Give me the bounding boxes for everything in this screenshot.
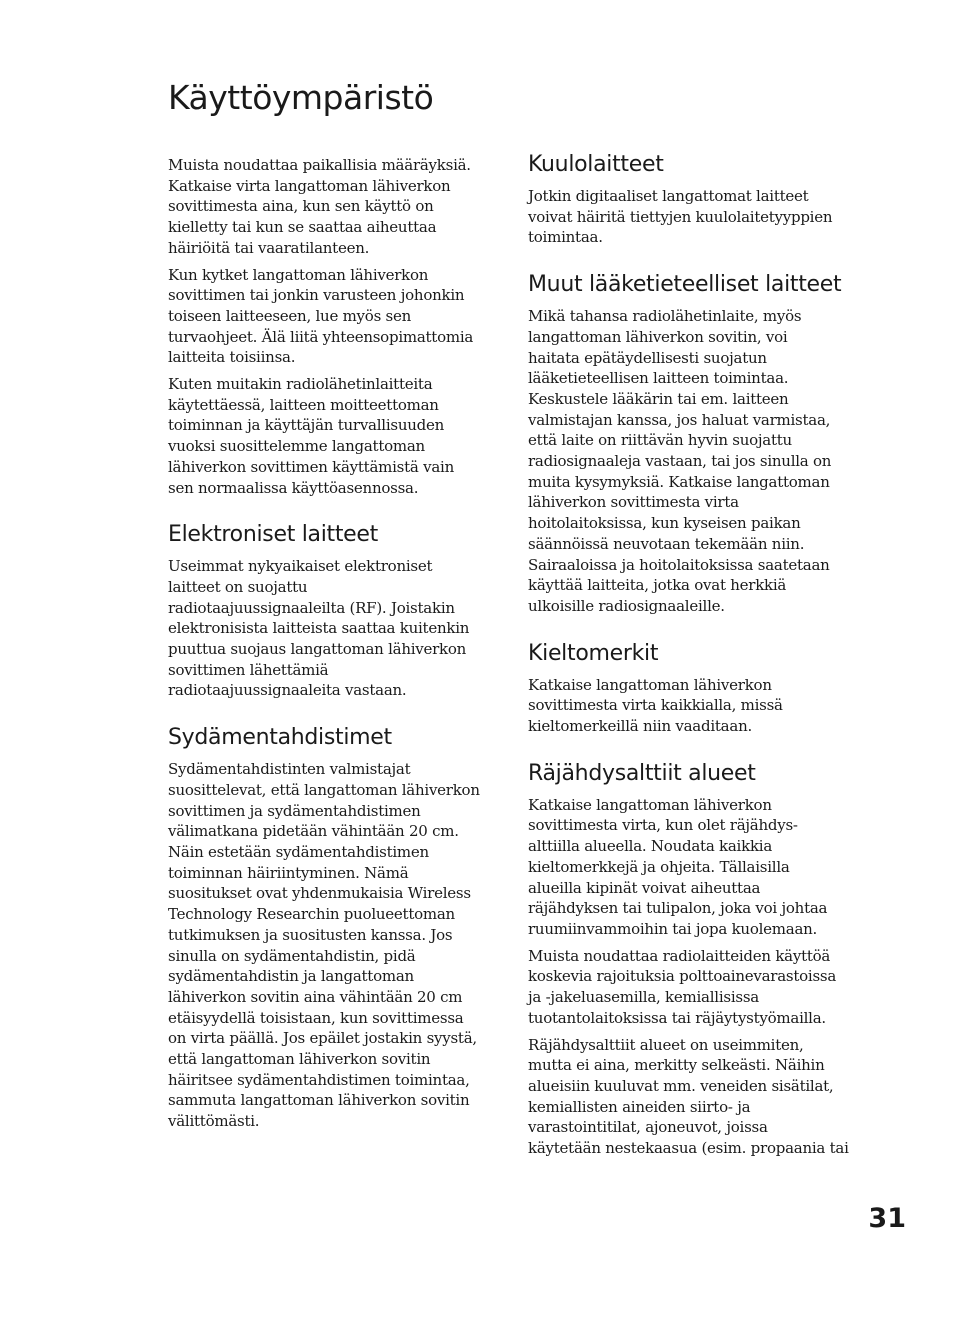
left-column: [168, 155, 493, 1154]
pacemakers-section: [168, 723, 493, 1132]
explosive-areas-heading: Räjähdysalttiit alueet: [528, 760, 756, 786]
medical-devices-section: [528, 270, 853, 617]
pacemakers-heading: Sydämentahdistimet: [168, 725, 392, 751]
electronic-devices-section: [168, 520, 493, 701]
medical-devices-paragraph: Mikä tahansa radiolähetinlaite, myös langattoman lähiverkon sovitin, voi haitata epätäydellisesti suojatun lääketieteellisen laitteen toimintaa. Keskustele lääkärin tai em. laitteen valmistajan kanssa, jos haluat varmistaa, että laite on riittävän hyvin suojattu radiosignaaleja vastaan, tai jos sinulla on muita kysymyksiä. Katkaise langattoman lähiverkon sovittimesta virta hoitolaitoksissa, kun kyseisen paikan säännöissä neuvotaan tekemään niin. Sairaaloissa ja hoitolaitoksissa saatetaan käyttää laitteita, jotka ovat herkkiä ulkoisille radiosignaaleille.: [528, 307, 832, 615]
prohibition-signs-paragraph: Katkaise langattoman lähiverkon sovittimesta virta kaikkialla, missä kieltomerkeillä niin vaaditaan.: [528, 675, 783, 736]
explosive-areas-paragraph-2: Muista noudattaa radiolaitteiden käyttöä koskevia rajoituksia polttoainevarastoissa ja -jakeluasemilla, kemiallisissa tuotantolaitoksissa tai räjäytystyömailla.: [528, 946, 837, 1027]
right-column: [528, 150, 853, 1181]
hearing-aids-paragraph: Jotkin digitaaliset langattomat laitteet voivat häiritä tiettyjen kuulolaitetyyppien toimintaa.: [528, 187, 833, 247]
electronic-devices-heading: Elektroniset laitteet: [168, 522, 378, 548]
hearing-aids-section: [528, 150, 853, 248]
explosive-areas-section: [528, 759, 853, 1159]
intro-paragraph-3: Kuten muitakin radiolähetinlaitteita käytettäessä, laitteen moitteettoman toiminnan ja käyttäjän turvallisuuden vuoksi suosittelemme langattoman lähiverkon sovittimen käyttämistä vain sen normaalissa käyttöasennossa.: [168, 375, 454, 497]
explosive-areas-paragraph-1: Katkaise langattoman lähiverkon sovittimesta virta, kun olet räjähdys- alttiilla alueella. Noudata kaikkia kieltomerkkejä ja ohjeita. Tällaisilla alueilla kipinät voivat aiheuttaa räjähdyksen tai tulipalon, joka voi johtaa ruumiinvammoihin tai jopa kuolemaan.: [528, 795, 828, 938]
electronic-devices-paragraph: Useimmat nykyaikaiset elektroniset laitteet on suojattu radiotaajuussignaaleilta (RF). Joistakin elektronisista laitteista saattaa kuitenkin puuttua suojaus langattoman lähiverkon sovittimen lähettämiä radiotaajuussignaaleita vastaan.: [168, 557, 470, 700]
medical-devices-heading: Muut lääketieteelliset laitteet: [528, 272, 842, 298]
page-title: Käyttöympäristö: [168, 78, 434, 117]
explosive-areas-paragraph-3: Räjähdysalttiit alueet on useimmiten, mutta ei aina, merkitty selkeästi. Näihin alueisiin kuuluvat mm. veneiden sisätilat, kemiallisten aineiden siirto- ja varastointitilat, ajoneuvot, joissa käytetään nestekaasua (esim. propaania tai: [528, 1035, 849, 1158]
prohibition-signs-section: [528, 639, 853, 737]
hearing-aids-heading: Kuulolaitteet: [528, 152, 664, 177]
intro-paragraph-2: Kun kytket langattoman lähiverkon sovittimen tai jonkin varusteen johonkin toiseen laitteeseen, lue myös sen turvaohjeet. Älä liitä yhteensopimattomia laitteita toisiinsa.: [168, 265, 474, 367]
intro-paragraph-1: Muista noudattaa paikallisia määräyksiä. Katkaise virta langattoman lähiverkon sovittimesta aina, kun sen käyttö on kielletty tai kun se saattaa aiheuttaa häiriöitä tai vaaratilanteen.: [168, 156, 471, 257]
page-number: 31: [868, 1203, 906, 1234]
intro-section: [168, 155, 493, 498]
pacemakers-paragraph: Sydämentahdistinten valmistajat suosittelevat, että langattoman lähiverkon sovittimen ja sydämentahdistimen välimatkana pidetään vähintään 20 cm. Näin estetään sydämentahdistimen toiminnan häiriintyminen. Nämä suositukset ovat yhdenmukaisia Wireless Technology Researchin puolueettoman tutkimuksen ja suositusten kanssa. Jos sinulla on sydämentahdistin, pidä sydämentahdistin ja langattoman lähiverkon sovitin aina vähintään 20 cm etäisyydellä toisistaan, kun sovittimessa on virta päällä. Jos epäilet jostakin syystä, että langattoman lähiverkon sovitin häiritsee sydämentahdistimen toimintaa, sammuta langattoman lähiverkon sovitin välittömästi.: [168, 760, 480, 1131]
prohibition-signs-heading: Kieltomerkit: [528, 640, 659, 666]
